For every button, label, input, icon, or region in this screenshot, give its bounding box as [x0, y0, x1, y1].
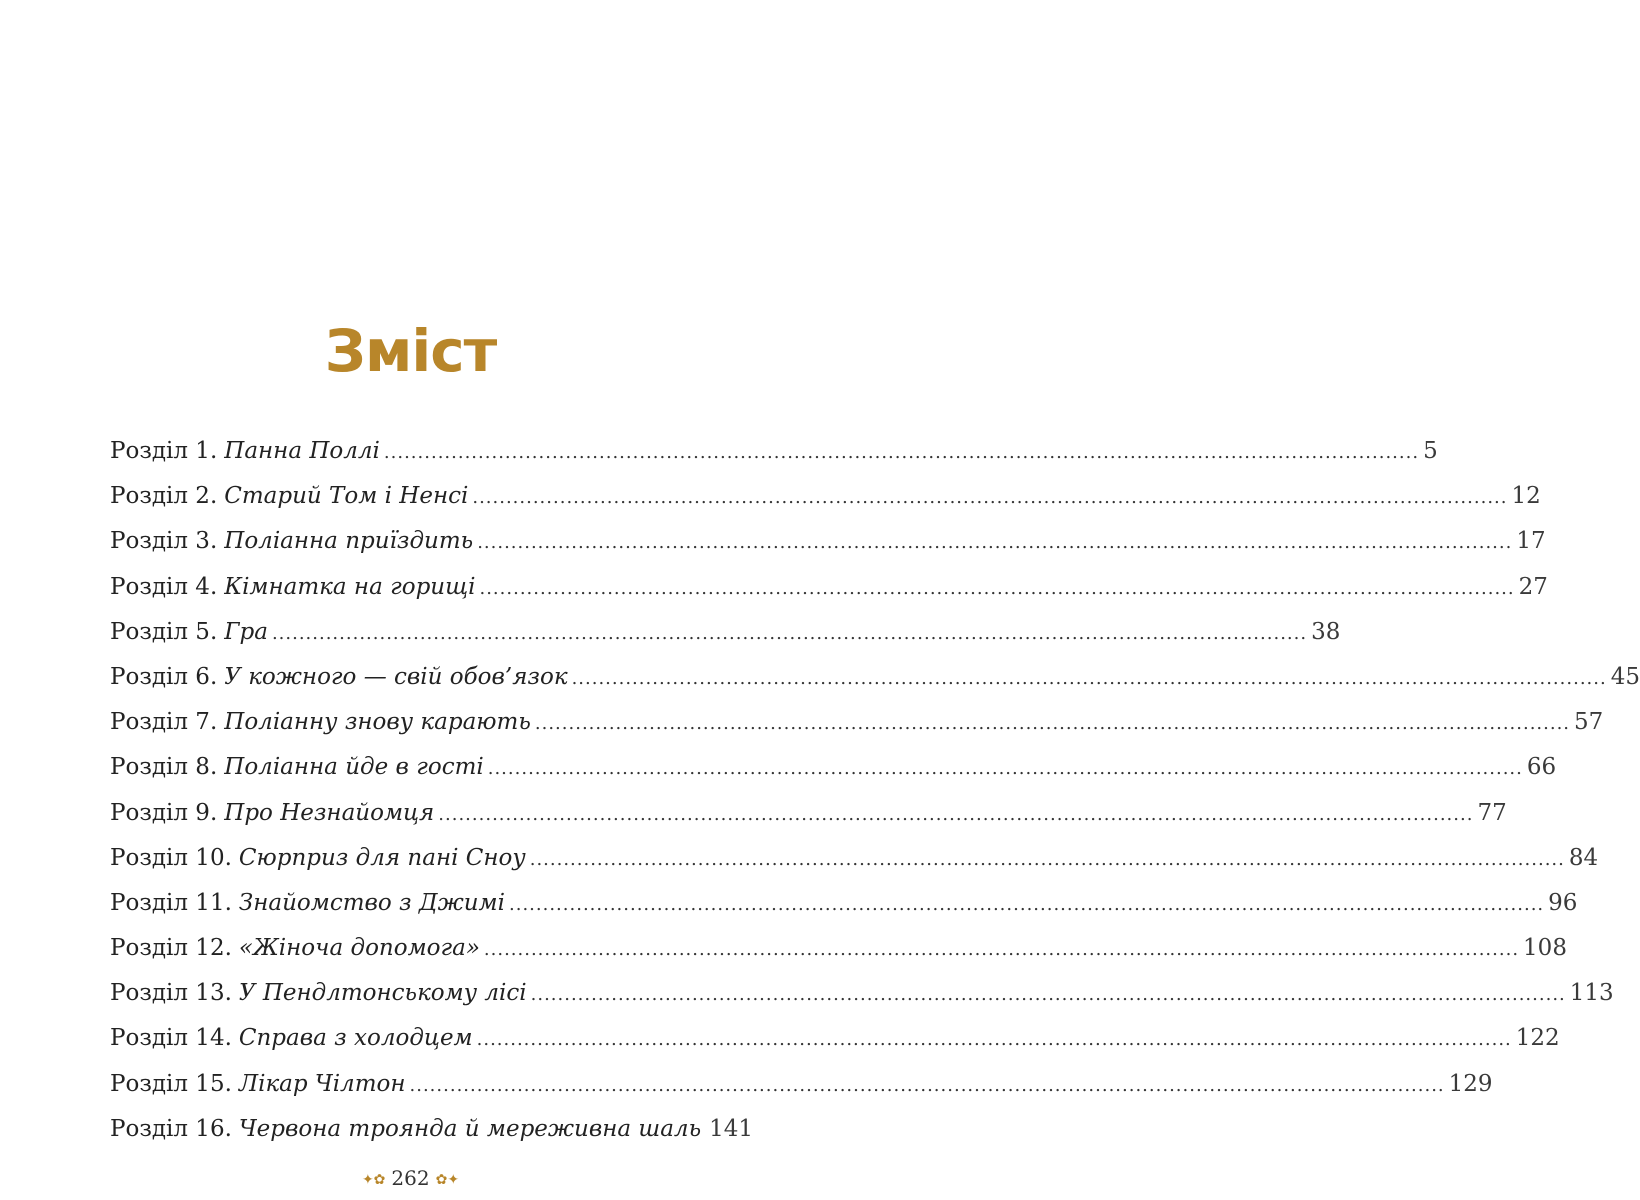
dot-leader: [479, 578, 1514, 599]
chapter-label: Розділ 10.: [110, 844, 232, 871]
chapter-label: Розділ 15.: [110, 1070, 232, 1097]
dot-leader: [530, 849, 1565, 870]
chapter-title: Панна Поллі: [224, 438, 380, 464]
chapter-label: Розділ 5.: [110, 618, 218, 645]
dot-leader: [535, 713, 1570, 734]
chapter-title: Гра: [224, 618, 268, 645]
chapter-label: Розділ 8.: [110, 754, 218, 781]
chapter-label: Розділ 6.: [110, 663, 218, 690]
dot-leader: [472, 487, 1507, 508]
chapter-page-number: 57: [1574, 709, 1604, 736]
chapter-page-number: 38: [1311, 618, 1341, 645]
chapter-page-number: 108: [1523, 935, 1567, 962]
chapter-title: Сюрприз для пані Сноу: [238, 844, 526, 871]
chapter-title: Червона троянда й мереживна шаль: [238, 1115, 702, 1142]
dot-leader: [572, 668, 1607, 689]
chapter-label: Розділ 1.: [110, 438, 218, 464]
chapter-title: Лікар Чілтон: [238, 1070, 406, 1097]
chapter-page-number: 5: [1423, 438, 1438, 464]
toc-entry: [110, 528, 1546, 573]
chapter-label: Розділ 4.: [110, 573, 218, 600]
dot-leader: [484, 939, 1519, 960]
chapter-page-number: 113: [1569, 980, 1614, 1007]
chapter-title: Поліанна приїздить: [224, 528, 474, 555]
chapter-page-number: 45: [1610, 663, 1640, 690]
chapter-page-number: 77: [1477, 799, 1507, 826]
dot-leader: [488, 758, 1523, 779]
chapter-title: Справа з холодцем: [238, 1025, 473, 1052]
toc-entry: [110, 754, 1557, 799]
toc-entry: [110, 799, 1507, 845]
chapter-title: Поліанну знову карають: [224, 709, 531, 736]
chapter-page-number: 141: [709, 1115, 753, 1142]
chapter-page-number: 122: [1515, 1025, 1560, 1052]
chapter-title: Про Незнайомця: [224, 799, 435, 826]
toc-entry: [110, 1025, 1560, 1070]
dot-leader: [438, 804, 1473, 825]
dot-leader: [531, 984, 1566, 1005]
dot-leader: [477, 1029, 1512, 1050]
chapter-title: «Жіноча допомога»: [238, 935, 480, 962]
chapter-page-number: 17: [1516, 528, 1546, 555]
dot-leader: [509, 894, 1544, 915]
chapter-label: Розділ 16.: [110, 1115, 232, 1142]
dot-leader: [384, 442, 1419, 463]
dot-leader: [477, 532, 1512, 553]
chapter-title: Поліанна йде в гості: [224, 754, 484, 781]
toc-entry: [110, 709, 1604, 754]
dot-leader: [272, 623, 1307, 644]
table-of-contents: [110, 438, 1640, 1161]
chapter-label: Розділ 14.: [110, 1025, 232, 1052]
dot-leader: [410, 1075, 1445, 1096]
page-footer: [0, 1166, 821, 1190]
toc-entry: [110, 844, 1599, 890]
ornament-swirl-icon: ✦✿: [361, 1171, 386, 1188]
page-title: Зміст: [324, 316, 497, 385]
chapter-title: У кожного — свій обов’язок: [224, 663, 568, 690]
chapter-page-number: 129: [1448, 1070, 1493, 1097]
chapter-label: Розділ 3.: [110, 528, 218, 555]
toc-entry: [110, 438, 1438, 483]
toc-entry: [110, 935, 1567, 980]
chapter-page-number: 12: [1511, 483, 1541, 510]
chapter-title: У Пендлтонському лісі: [238, 980, 527, 1007]
chapter-title: Знайомство з Джимі: [238, 889, 505, 916]
toc-entry: [110, 1115, 753, 1161]
toc-entry: [110, 483, 1541, 528]
chapter-label: Розділ 13.: [110, 980, 232, 1007]
page-number: 262: [391, 1166, 430, 1190]
toc-entry: [110, 1070, 1493, 1116]
chapter-label: Розділ 9.: [110, 799, 218, 826]
chapter-page-number: 27: [1518, 573, 1548, 600]
chapter-label: Розділ 11.: [110, 889, 232, 916]
toc-entry: [110, 573, 1548, 619]
toc-entry: [110, 663, 1640, 709]
chapter-title: Старий Том і Ненсі: [224, 483, 469, 510]
toc-entry: [110, 889, 1578, 935]
chapter-label: Розділ 12.: [110, 935, 232, 962]
chapter-page-number: 84: [1568, 844, 1599, 871]
chapter-page-number: 96: [1548, 889, 1578, 916]
ornament-swirl-icon: ✿✦: [435, 1171, 460, 1188]
toc-entry: [110, 618, 1341, 664]
toc-entry: [110, 980, 1614, 1025]
chapter-label: Розділ 7.: [110, 709, 218, 736]
chapter-page-number: 66: [1526, 754, 1557, 781]
chapter-label: Розділ 2.: [110, 483, 218, 510]
chapter-title: Кімнатка на горищі: [224, 573, 476, 600]
